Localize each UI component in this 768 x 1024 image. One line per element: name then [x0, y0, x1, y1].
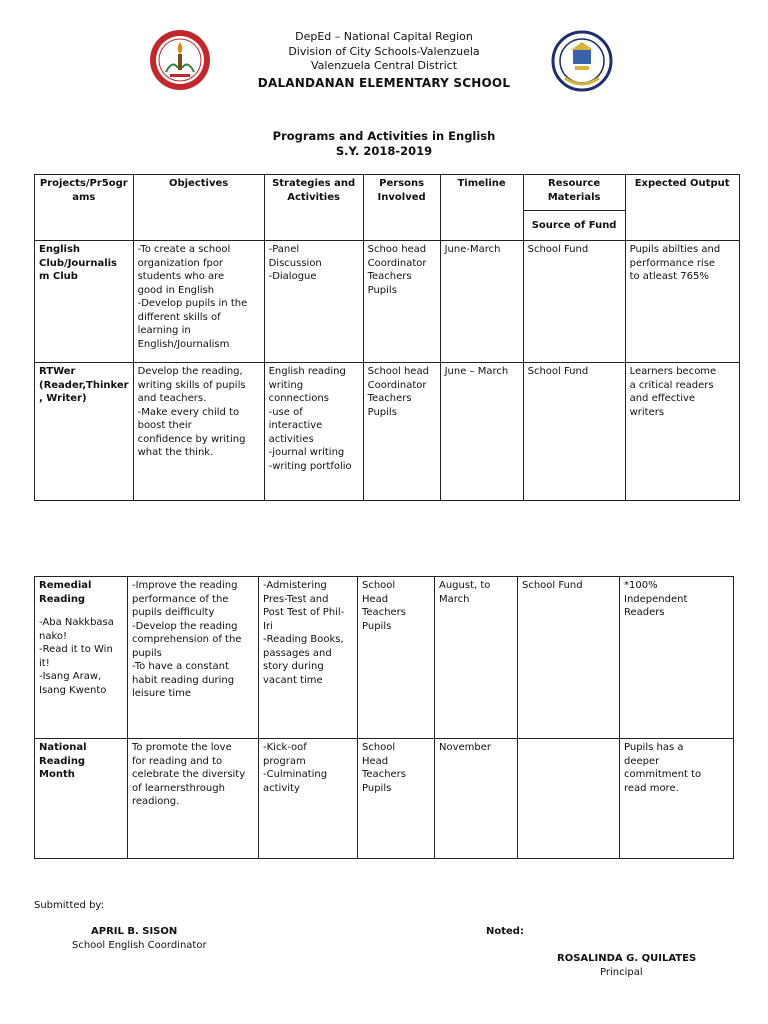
- project-cell: RTWer (Reader,Thinker , Writer): [35, 363, 134, 501]
- project-cell: [35, 577, 128, 739]
- objectives-cell: -Improve the reading performance of the pupils deifficulty -Develop the reading comprehension of the pupils -To have a constant habit reading during leisure time: [128, 577, 259, 739]
- noter-role: Principal: [600, 967, 643, 978]
- persons-cell: Schoo head Coordinator Teachers Pupils: [363, 241, 440, 363]
- fund-cell: School Fund: [523, 241, 625, 363]
- persons-cell: School head Coordinator Teachers Pupils: [363, 363, 440, 501]
- timeline-cell: November: [435, 739, 518, 859]
- header-source-of-fund: Source of Fund: [523, 211, 625, 241]
- project-cell: English Club/Journalis m Club: [35, 241, 134, 363]
- school-year: S.Y. 2018-2019: [335, 144, 433, 158]
- noted-label: Noted:: [486, 926, 524, 937]
- district-line: Valenzuela Central District: [310, 59, 458, 72]
- output-cell: Pupils abilties and performance rise to atleast 765%: [625, 241, 739, 363]
- header-strategies: Strategies and Activities: [264, 175, 363, 241]
- strategies-cell: -Admistering Pres-Test and Post Test of Phil- Iri -Reading Books, passages and story during vacant time: [259, 577, 358, 739]
- persons-cell: School Head Teachers Pupils: [358, 739, 435, 859]
- objectives-cell: Develop the reading, writing skills of pupils and teachers. -Make every child to boost their confidence by writing what the think.: [133, 363, 264, 501]
- region-line: DepEd – National Capital Region: [295, 30, 473, 43]
- table-row: [35, 241, 740, 363]
- output-cell: *100% Independent Readers: [620, 577, 734, 739]
- project-title: Remedial Reading: [39, 580, 92, 605]
- timeline-cell: June – March: [440, 363, 523, 501]
- table-row: [35, 577, 734, 739]
- strategies-cell: -Panel Discussion -Dialogue: [264, 241, 363, 363]
- letterhead: [0, 30, 768, 91]
- strategies-cell: English reading writing connections -use of interactive activities -journal writing -writing portfolio: [264, 363, 363, 501]
- fund-cell: School Fund: [523, 363, 625, 501]
- persons-cell: School Head Teachers Pupils: [358, 577, 435, 739]
- header-persons: Persons Involved: [363, 175, 440, 241]
- programs-table-page1: [34, 174, 740, 501]
- project-cell: National Reading Month: [35, 739, 128, 859]
- objectives-cell: To promote the love for reading and to celebrate the diversity of learnersthrough readiong.: [128, 739, 259, 859]
- document-title: [0, 129, 768, 159]
- school-name: DALANDANAN ELEMENTARY SCHOOL: [257, 75, 511, 90]
- submitter-name: APRIL B. SISON: [91, 926, 178, 937]
- output-cell: Pupils has a deeper commitment to read more.: [620, 739, 734, 859]
- fund-cell: [518, 739, 620, 859]
- header-timeline: Timeline: [440, 175, 523, 241]
- division-line: Division of City Schools-Valenzuela: [288, 44, 480, 58]
- noter-name: ROSALINDA G. QUILATES: [557, 953, 697, 964]
- programs-table-page2: [34, 576, 734, 859]
- table-row: [35, 739, 734, 859]
- header-resource: Resource Materials: [523, 175, 625, 211]
- submitter-role: School English Coordinator: [72, 940, 207, 951]
- header-projects: Projects/Pr5ogr ams: [35, 175, 134, 241]
- timeline-cell: June-March: [440, 241, 523, 363]
- output-cell: Learners become a critical readers and effective writers: [625, 363, 739, 501]
- header-objectives: Objectives: [133, 175, 264, 241]
- strategies-cell: -Kick-oof program -Culminating activity: [259, 739, 358, 859]
- submitted-by-label: Submitted by:: [34, 900, 104, 911]
- title-line: Programs and Activities in English: [272, 129, 496, 143]
- objectives-cell: -To create a school organization fpor students who are good in English -Develop pupils in the different skills of learning in English/Journalism: [133, 241, 264, 363]
- project-subitems: -Aba Nakkbasa nako! -Read it to Win it! -Isang Araw, Isang Kwento: [39, 617, 114, 696]
- header-output: Expected Output: [625, 175, 739, 241]
- table-row: [35, 363, 740, 501]
- timeline-cell: August, to March: [435, 577, 518, 739]
- fund-cell: School Fund: [518, 577, 620, 739]
